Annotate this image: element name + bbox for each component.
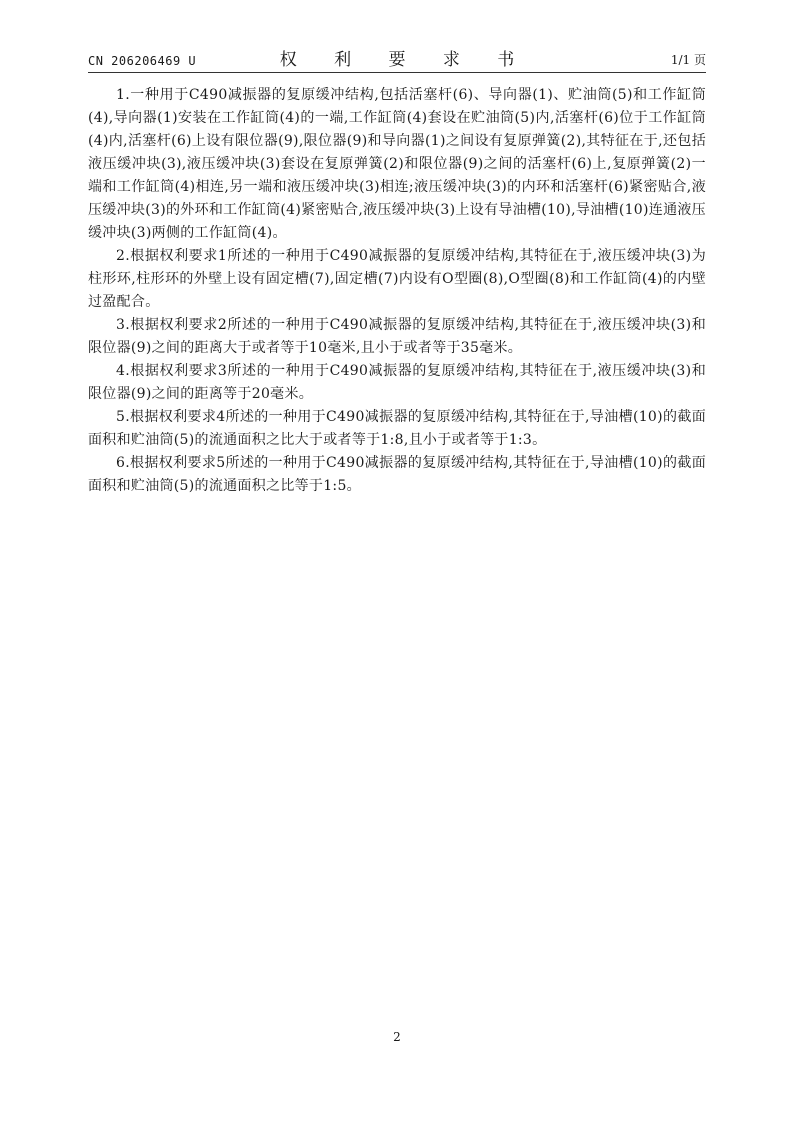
claim-4: 4.根据权利要求3所述的一种用于C490减振器的复原缓冲结构,其特征在于,液压缓冲块(3)和限位器(9)之间的距离等于20毫米。 bbox=[88, 363, 706, 402]
page-number: 2 bbox=[393, 1030, 401, 1044]
header-divider bbox=[88, 72, 706, 73]
claim-3: 3.根据权利要求2所述的一种用于C490减振器的复原缓冲结构,其特征在于,液压缓冲块(3)和限位器(9)之间的距离大于或者等于10毫米,且小于或者等于35毫米。 bbox=[88, 317, 706, 356]
publication-number: CN 206206469 U bbox=[88, 54, 197, 68]
claim-1: 1.一种用于C490减振器的复原缓冲结构,包括活塞杆(6)、导向器(1)、贮油筒(5)和工作缸筒(4),导向器(1)安装在工作缸筒(4)的一端,工作缸筒(4)套设在贮油筒(5)内,活塞杆(6)位于工作缸筒(4)内,活塞杆(6)上设有限位器(9),限位器(9)和导向器(1)之间设有复原弹簧(2),其特征在于,还包括液压缓冲块(3),液压缓冲块(3)套设在复原弹簧(2)和限位器(9)之间的活塞杆(6)上,复原弹簧(2)一端和工作缸筒(4)相连,另一端和液压缓冲块(3)相连;液压缓冲块(3)的内环和活塞杆(6)紧密贴合,液压缓冲块(3)的外环和工作缸筒(4)紧密贴合,液压缓冲块(3)上设有导油槽(10),导油槽(10)连通液压缓冲块(3)两侧的工作缸筒(4)。 bbox=[88, 87, 706, 241]
claim-2: 2.根据权利要求1所述的一种用于C490减振器的复原缓冲结构,其特征在于,液压缓冲块(3)为柱形环,柱形环的外壁上设有固定槽(7),固定槽(7)内设有O型圈(8),O型圈(8)和工作缸筒(4)的内壁过盈配合。 bbox=[88, 248, 706, 310]
document-title: 权 利 要 求 书 bbox=[279, 50, 531, 70]
claim-6: 6.根据权利要求5所述的一种用于C490减振器的复原缓冲结构,其特征在于,导油槽(10)的截面面积和贮油筒(5)的流通面积之比等于1:5。 bbox=[88, 455, 706, 494]
claims-section bbox=[88, 84, 706, 498]
page-indicator: 1/1 页 bbox=[670, 53, 706, 67]
page-header bbox=[88, 46, 706, 70]
claim-5: 5.根据权利要求4所述的一种用于C490减振器的复原缓冲结构,其特征在于,导油槽(10)的截面面积和贮油筒(5)的流通面积之比大于或者等于1:8,且小于或者等于1:3。 bbox=[88, 409, 706, 448]
